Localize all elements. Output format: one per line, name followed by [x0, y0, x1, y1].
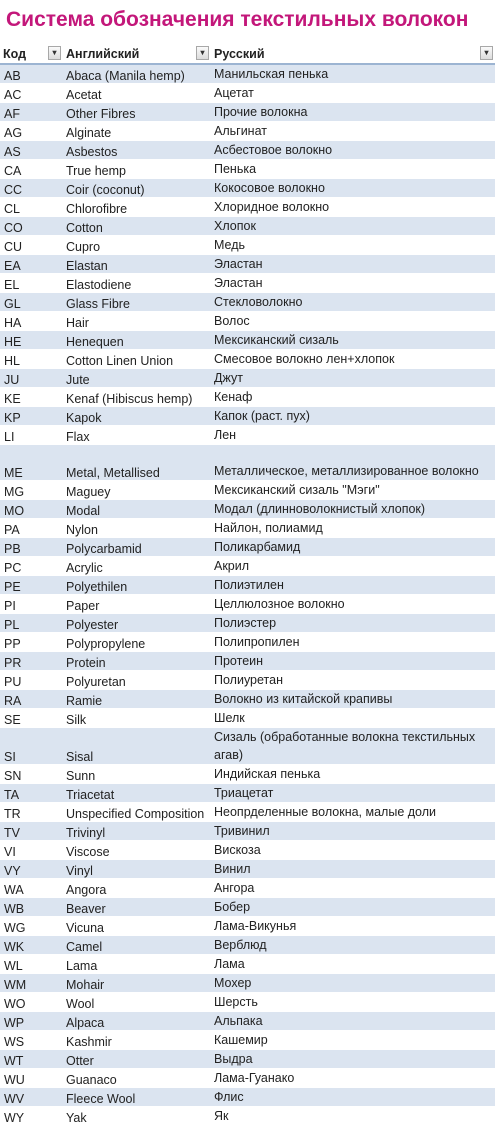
code-cell: TV: [0, 822, 63, 841]
english-cell: Metal, Metallised: [63, 445, 211, 481]
code-cell: AB: [0, 64, 63, 84]
table-row: [0, 557, 495, 576]
russian-cell: Прочие волокна: [211, 103, 495, 122]
english-cell: Wool: [63, 993, 211, 1012]
english-cell: Polyethilen: [63, 576, 211, 595]
column-header-english-label: Английский: [66, 46, 140, 61]
russian-cell: Ангора: [211, 879, 495, 898]
russian-cell: Манильская пенька: [211, 64, 495, 84]
english-cell: Vinyl: [63, 860, 211, 879]
code-cell: CC: [0, 179, 63, 198]
code-cell: WP: [0, 1012, 63, 1031]
code-cell: WT: [0, 1050, 63, 1069]
code-cell: AG: [0, 122, 63, 141]
code-cell: HE: [0, 331, 63, 350]
russian-cell: Протеин: [211, 652, 495, 671]
table-row: [0, 936, 495, 955]
table-row: [0, 519, 495, 538]
code-cell: PA: [0, 519, 63, 538]
english-cell: Silk: [63, 709, 211, 728]
code-cell: PC: [0, 557, 63, 576]
russian-cell: Ацетат: [211, 84, 495, 103]
russian-cell: Мохер: [211, 974, 495, 993]
russian-cell: Смесовое волокно лен+хлопок: [211, 350, 495, 369]
table-row: [0, 407, 495, 426]
russian-cell: Бобер: [211, 898, 495, 917]
russian-cell: Медь: [211, 236, 495, 255]
english-cell: Viscose: [63, 841, 211, 860]
russian-cell: Индийская пенька: [211, 765, 495, 784]
russian-cell: Пенька: [211, 160, 495, 179]
table-row: [0, 917, 495, 936]
table-row: [0, 690, 495, 709]
table-row: [0, 369, 495, 388]
russian-cell: Кокосовое волокно: [211, 179, 495, 198]
code-cell: HL: [0, 350, 63, 369]
table-row: [0, 198, 495, 217]
english-cell: Paper: [63, 595, 211, 614]
code-cell: LI: [0, 426, 63, 445]
column-header-code: [0, 44, 63, 64]
english-cell: Hair: [63, 312, 211, 331]
table-row: [0, 1107, 495, 1126]
sort-filter-icon[interactable]: ▾: [48, 46, 61, 60]
table-row: [0, 388, 495, 407]
code-cell: SI: [0, 728, 63, 765]
table-row: [0, 1012, 495, 1031]
column-header-russian: [211, 44, 495, 64]
table-row: [0, 822, 495, 841]
table-row: [0, 274, 495, 293]
english-cell: Elastodiene: [63, 274, 211, 293]
english-cell: Cupro: [63, 236, 211, 255]
russian-cell: Поликарбамид: [211, 538, 495, 557]
table-row: [0, 312, 495, 331]
table-row: [0, 784, 495, 803]
code-cell: VY: [0, 860, 63, 879]
english-cell: Jute: [63, 369, 211, 388]
code-cell: PP: [0, 633, 63, 652]
table-row: [0, 64, 495, 84]
english-cell: Polyester: [63, 614, 211, 633]
russian-cell: Неопрделенные волокна, малые доли: [211, 803, 495, 822]
code-cell: JU: [0, 369, 63, 388]
english-cell: Kashmir: [63, 1031, 211, 1050]
russian-cell: Лен: [211, 426, 495, 445]
english-cell: Yak: [63, 1107, 211, 1126]
russian-cell: Капок (раст. пух): [211, 407, 495, 426]
russian-cell: Верблюд: [211, 936, 495, 955]
code-cell: WB: [0, 898, 63, 917]
russian-cell: Полипропилен: [211, 633, 495, 652]
russian-cell: Сизаль (обработанные волокна текстильных агав): [211, 728, 495, 765]
english-cell: Alginate: [63, 122, 211, 141]
code-cell: PU: [0, 671, 63, 690]
table-row: [0, 1069, 495, 1088]
russian-cell: Кашемир: [211, 1031, 495, 1050]
russian-cell: Тривинил: [211, 822, 495, 841]
russian-cell: Лама: [211, 955, 495, 974]
russian-cell: Волокно из китайской крапивы: [211, 690, 495, 709]
english-cell: Vicuna: [63, 917, 211, 936]
code-cell: SN: [0, 765, 63, 784]
table-row: [0, 179, 495, 198]
english-cell: Maguey: [63, 481, 211, 500]
russian-cell: Триацетат: [211, 784, 495, 803]
code-cell: PB: [0, 538, 63, 557]
table-row: [0, 652, 495, 671]
code-cell: GL: [0, 293, 63, 312]
table-row: [0, 841, 495, 860]
table-row: [0, 955, 495, 974]
english-cell: Guanaco: [63, 1069, 211, 1088]
russian-cell: Акрил: [211, 557, 495, 576]
column-header-english: [63, 44, 211, 64]
code-cell: CO: [0, 217, 63, 236]
code-cell: WV: [0, 1088, 63, 1107]
column-header-code-label: Код: [3, 46, 27, 61]
table-row: [0, 614, 495, 633]
table-row: [0, 445, 495, 481]
russian-cell: Кенаф: [211, 388, 495, 407]
russian-cell: Эластан: [211, 255, 495, 274]
russian-cell: Хлоридное волокно: [211, 198, 495, 217]
code-cell: ME: [0, 445, 63, 481]
code-cell: WL: [0, 955, 63, 974]
code-cell: PL: [0, 614, 63, 633]
code-cell: AC: [0, 84, 63, 103]
table-row: [0, 160, 495, 179]
table-row: [0, 879, 495, 898]
english-cell: Unspecified Composition: [63, 803, 211, 822]
table-row: [0, 84, 495, 103]
table-row: [0, 255, 495, 274]
table-row: [0, 217, 495, 236]
english-cell: Modal: [63, 500, 211, 519]
english-cell: Mohair: [63, 974, 211, 993]
table-row: [0, 350, 495, 369]
english-cell: Lama: [63, 955, 211, 974]
russian-cell: Полиуретан: [211, 671, 495, 690]
english-cell: Polyuretan: [63, 671, 211, 690]
russian-cell: Мексиканский сизаль: [211, 331, 495, 350]
russian-cell: Модал (длинноволокнистый хлопок): [211, 500, 495, 519]
table-row: [0, 803, 495, 822]
code-cell: WS: [0, 1031, 63, 1050]
table-row: [0, 141, 495, 160]
english-cell: Acetat: [63, 84, 211, 103]
russian-cell: Целлюлозное волокно: [211, 595, 495, 614]
code-cell: MO: [0, 500, 63, 519]
table-row: [0, 860, 495, 879]
code-cell: TA: [0, 784, 63, 803]
english-cell: Triacetat: [63, 784, 211, 803]
code-cell: WO: [0, 993, 63, 1012]
table-header-row: [0, 44, 495, 64]
code-cell: HA: [0, 312, 63, 331]
table-row: [0, 538, 495, 557]
column-header-russian-label: Русский: [214, 46, 265, 61]
english-cell: Kenaf (Hibiscus hemp): [63, 388, 211, 407]
russian-cell: Полиэстер: [211, 614, 495, 633]
russian-cell: Хлопок: [211, 217, 495, 236]
russian-cell: Вискоза: [211, 841, 495, 860]
table-row: [0, 671, 495, 690]
table-row: [0, 1031, 495, 1050]
english-cell: Sunn: [63, 765, 211, 784]
filter-dropdown-icon[interactable]: ▾: [480, 46, 493, 60]
table-row: [0, 1050, 495, 1069]
table-row: [0, 993, 495, 1012]
russian-cell: Полиэтилен: [211, 576, 495, 595]
russian-cell: Шелк: [211, 709, 495, 728]
table-row: [0, 765, 495, 784]
code-cell: CL: [0, 198, 63, 217]
english-cell: Elastan: [63, 255, 211, 274]
table-row: [0, 728, 495, 765]
english-cell: Trivinyl: [63, 822, 211, 841]
table-row: [0, 633, 495, 652]
code-cell: WK: [0, 936, 63, 955]
english-cell: Alpaca: [63, 1012, 211, 1031]
table-row: [0, 426, 495, 445]
filter-dropdown-icon[interactable]: ▾: [196, 46, 209, 60]
english-cell: Cotton: [63, 217, 211, 236]
russian-cell: Альпака: [211, 1012, 495, 1031]
table-row: [0, 293, 495, 312]
english-cell: Fleece Wool: [63, 1088, 211, 1107]
code-cell: SE: [0, 709, 63, 728]
table-row: [0, 576, 495, 595]
code-cell: CA: [0, 160, 63, 179]
english-cell: Polypropylene: [63, 633, 211, 652]
code-cell: PI: [0, 595, 63, 614]
code-cell: TR: [0, 803, 63, 822]
table-row: [0, 481, 495, 500]
code-cell: WG: [0, 917, 63, 936]
english-cell: Protein: [63, 652, 211, 671]
english-cell: Otter: [63, 1050, 211, 1069]
russian-cell: Мексиканский сизаль "Мэги": [211, 481, 495, 500]
code-cell: WA: [0, 879, 63, 898]
english-cell: Ramie: [63, 690, 211, 709]
code-cell: PR: [0, 652, 63, 671]
code-cell: KE: [0, 388, 63, 407]
russian-cell: Джут: [211, 369, 495, 388]
russian-cell: Альгинат: [211, 122, 495, 141]
code-cell: KP: [0, 407, 63, 426]
english-cell: Camel: [63, 936, 211, 955]
table-row: [0, 236, 495, 255]
russian-cell: Металлическое, металлизированное волокно: [211, 445, 495, 481]
russian-cell: Лама-Викунья: [211, 917, 495, 936]
english-cell: Kapok: [63, 407, 211, 426]
english-cell: Coir (coconut): [63, 179, 211, 198]
table-row: [0, 331, 495, 350]
english-cell: Beaver: [63, 898, 211, 917]
table-row: [0, 1088, 495, 1107]
code-cell: AS: [0, 141, 63, 160]
code-cell: EL: [0, 274, 63, 293]
english-cell: Chlorofibre: [63, 198, 211, 217]
russian-cell: Найлон, полиамид: [211, 519, 495, 538]
code-cell: WY: [0, 1107, 63, 1126]
page-title: Система обозначения текстильных волокон: [6, 8, 469, 31]
english-cell: Cotton Linen Union: [63, 350, 211, 369]
russian-cell: Винил: [211, 860, 495, 879]
russian-cell: Лама-Гуанако: [211, 1069, 495, 1088]
russian-cell: Стекловолокно: [211, 293, 495, 312]
code-cell: EA: [0, 255, 63, 274]
english-cell: Polycarbamid: [63, 538, 211, 557]
english-cell: Sisal: [63, 728, 211, 765]
table-row: [0, 122, 495, 141]
fiber-codes-table: [0, 44, 495, 1126]
code-cell: AF: [0, 103, 63, 122]
english-cell: Glass Fibre: [63, 293, 211, 312]
table-row: [0, 709, 495, 728]
russian-cell: Волос: [211, 312, 495, 331]
code-cell: MG: [0, 481, 63, 500]
table-row: [0, 898, 495, 917]
code-cell: RA: [0, 690, 63, 709]
russian-cell: Флис: [211, 1088, 495, 1107]
english-cell: Asbestos: [63, 141, 211, 160]
english-cell: Abaca (Manila hemp): [63, 64, 211, 84]
table-row: [0, 595, 495, 614]
english-cell: Acrylic: [63, 557, 211, 576]
table-row: [0, 103, 495, 122]
english-cell: Henequen: [63, 331, 211, 350]
russian-cell: Асбестовое волокно: [211, 141, 495, 160]
table-row: [0, 500, 495, 519]
code-cell: PE: [0, 576, 63, 595]
table-row: [0, 974, 495, 993]
russian-cell: Як: [211, 1107, 495, 1126]
english-cell: Angora: [63, 879, 211, 898]
code-cell: VI: [0, 841, 63, 860]
russian-cell: Эластан: [211, 274, 495, 293]
code-cell: CU: [0, 236, 63, 255]
russian-cell: Выдра: [211, 1050, 495, 1069]
code-cell: WU: [0, 1069, 63, 1088]
english-cell: Other Fibres: [63, 103, 211, 122]
russian-cell: Шерсть: [211, 993, 495, 1012]
code-cell: WM: [0, 974, 63, 993]
english-cell: True hemp: [63, 160, 211, 179]
english-cell: Flax: [63, 426, 211, 445]
english-cell: Nylon: [63, 519, 211, 538]
